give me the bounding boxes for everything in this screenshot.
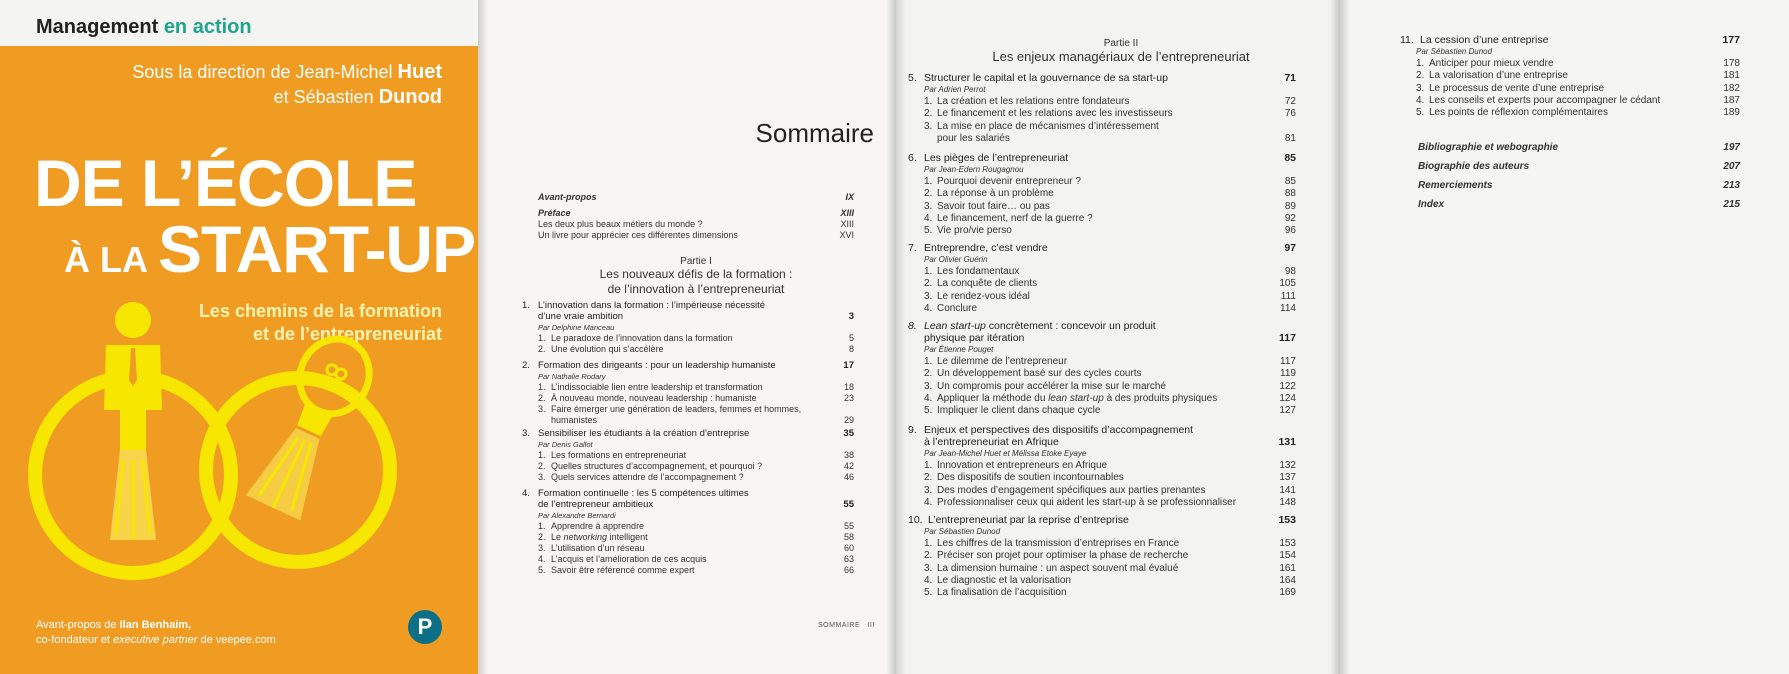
section-title: humanistes xyxy=(551,415,598,425)
chapter-author: Par Adrien Perrot xyxy=(924,85,986,94)
section-title: Le diagnostic et la valorisation xyxy=(937,574,1071,586)
series-name-a: Management xyxy=(36,16,159,38)
section-title: intelligent xyxy=(609,532,648,542)
section-title: à des produits physiques xyxy=(1106,392,1218,404)
section-page: 81 xyxy=(1284,132,1296,144)
section-page: 178 xyxy=(1723,58,1740,69)
section-page: 29 xyxy=(843,415,854,425)
section-page: 18 xyxy=(843,382,854,392)
chapter-title: physique par itération xyxy=(924,332,1025,344)
section-page: 72 xyxy=(1284,96,1296,107)
section-title: La finalisation de l’acquisition xyxy=(937,587,1067,599)
section-page: 187 xyxy=(1723,94,1740,106)
chapter-author: Par Sébastien Dunod xyxy=(1416,47,1493,56)
section-title: La réponse à un problème xyxy=(937,188,1054,200)
chapter-author: Par Denis Gallot xyxy=(538,440,593,449)
section-page: 42 xyxy=(843,461,854,471)
part-label: Partie I xyxy=(680,256,712,267)
toc-avant-propos[interactable] xyxy=(538,192,854,203)
chapter-page: 85 xyxy=(1284,152,1296,164)
section-page: 89 xyxy=(1284,200,1296,212)
section-page: 169 xyxy=(1279,587,1296,599)
chapter-page: 3 xyxy=(848,311,854,322)
section-page: 66 xyxy=(843,565,854,575)
entry-title: Préface xyxy=(538,208,571,218)
section-title: Le paradoxe de l’innovation dans la formation xyxy=(551,333,733,343)
chapter-page: 17 xyxy=(843,360,854,371)
section-title: L’indissociable lien entre leadership et transformation xyxy=(551,382,763,392)
section-title: Le financement, nerf de la guerre ? xyxy=(937,212,1093,224)
chapter-title: Entreprendre, c’est vendre xyxy=(924,242,1048,254)
section-title: Les points de réflexion complémentaires xyxy=(1429,107,1608,119)
toc-page-1 xyxy=(478,0,896,674)
chapter-title: Formation continuelle : les 5 compétences ultimes xyxy=(538,488,749,499)
toc-page-3 xyxy=(1340,0,1789,674)
section-page: 23 xyxy=(843,393,854,403)
toc-heading: Sommaire xyxy=(755,118,874,148)
toc-chapter-6[interactable]: 6. Les pièges de l’entrepreneuriat 85 Par Jean-Edern Rougagnou 1. Pourquoi devenir entrepreneur ? 85 2. La réponse à un problème 88 3. Savoir tout faire… ou pas 89 4. Le financement, nerf de la guerre ? 92 5. Vie pro/vie perso 96 xyxy=(908,152,1296,237)
page-gutter xyxy=(886,0,896,674)
chapter-author: Par Jean-Edern Rougagnou xyxy=(924,165,1024,174)
chapter-author: Par Jean-Michel Huet et Mélissa Etoke Eyaye xyxy=(924,449,1087,458)
section-page: 153 xyxy=(1279,538,1296,549)
chapter-title: La cession d’une entreprise xyxy=(1420,34,1549,46)
section-page: 58 xyxy=(843,532,854,542)
entry-page: XIII xyxy=(840,208,854,218)
toc-chapter-3[interactable]: 3. Sensibiliser les étudiants à la création d’entreprise 35 Par Denis Gallot 1. Les formations en entrepreneuriat 38 2. Quelles structures d’accompagnement, et pourquoi ? 42 3. Quels services attendre de l’accompagnement ? 46 xyxy=(522,428,854,482)
section-title: Un développement basé sur des cycles courts xyxy=(937,368,1142,380)
publisher-logo-icon: P xyxy=(408,610,442,644)
editors-mid: et Sébastien xyxy=(273,87,374,107)
section-page: 182 xyxy=(1723,82,1740,94)
section-page: 141 xyxy=(1279,484,1296,496)
section-title: Le financement et les relations avec les investisseurs xyxy=(937,108,1173,120)
section-title: pour les salariés xyxy=(937,132,1010,144)
section-title: Apprendre à apprendre xyxy=(551,521,645,531)
section-title-italic: lean start-up xyxy=(1048,392,1104,404)
book-title-line2 xyxy=(64,212,476,293)
chapter-title: à l’entrepreneuriat en Afrique xyxy=(924,436,1059,448)
section-page: 181 xyxy=(1723,70,1740,82)
entry-page: IX xyxy=(845,192,854,202)
toc-chapter-1[interactable]: 1. L’innovation dans la formation : l’impérieuse nécessité d’une vraie ambition 3 Par Delphine Manceau 1. Le paradoxe de l’innovation dans la formation 5 2. Une évolution qui s’accélère 8 xyxy=(522,300,854,354)
entry-page: XIII xyxy=(840,219,854,229)
chapter-title-italic: Lean start-up xyxy=(924,320,986,332)
part-2-heading xyxy=(936,38,1306,64)
section-title: Le processus de vente d’une entreprise xyxy=(1429,82,1605,94)
chapter-author: Par Étienne Pouget xyxy=(924,345,994,354)
cover-illustration xyxy=(28,300,458,610)
section-title: Faire émerger une génération de leaders, femmes et hommes, xyxy=(551,404,802,414)
section-title: Impliquer le client dans chaque cycle xyxy=(937,405,1101,417)
page-footer xyxy=(818,622,875,629)
lightbulb-icon xyxy=(242,328,381,523)
footer-page-number: III xyxy=(867,622,875,629)
chapter-page: 131 xyxy=(1278,436,1296,448)
entry-title: Biographie des auteurs xyxy=(1418,161,1530,172)
section-title: La création et les relations entre fondateurs xyxy=(937,96,1130,107)
section-title: La conquête de clients xyxy=(937,278,1038,290)
section-page: 132 xyxy=(1279,460,1296,471)
part-label: Partie II xyxy=(1103,38,1139,49)
section-title: Le dilemme de l’entrepreneur xyxy=(937,356,1068,367)
chapter-title: Formation des dirigeants : pour un leadership humaniste xyxy=(538,360,776,371)
section-page: 96 xyxy=(1284,225,1296,237)
editor1-last: Huet xyxy=(397,61,442,83)
series-bar xyxy=(0,0,478,46)
section-title: Des dispositifs de soutien incontournables xyxy=(937,472,1124,484)
toc-chapter-5[interactable]: 5. Structurer le capital et la gouvernance de sa start-up 71 Par Adrien Perrot 1. La création et les relations entre fondateurs 72 2. Le financement et les relations avec les investisseurs 76 3. La mise en place de mécanismes d’intéressement pour les salariés 81 xyxy=(908,72,1296,144)
section-page: 60 xyxy=(843,543,854,553)
section-page: 127 xyxy=(1279,405,1296,417)
editors xyxy=(22,60,442,110)
foreword-prefix: Avant-propos de xyxy=(36,619,117,631)
section-title: La valorisation d’une entreprise xyxy=(1429,70,1568,82)
toc-page-2 xyxy=(896,0,1340,674)
section-title: Un compromis pour accélérer la mise sur le marché xyxy=(937,380,1166,392)
section-title: Le xyxy=(551,532,562,542)
entry-sub: Les deux plus beaux métiers du monde ? xyxy=(538,219,703,229)
chapter-author: Par Olivier Guérin xyxy=(924,255,988,264)
page-gutter xyxy=(1330,0,1340,674)
book-cover xyxy=(0,0,478,674)
book-title-big: START-UP xyxy=(158,212,476,286)
chapter-page: 97 xyxy=(1284,242,1296,254)
chapter-author: Par Sébastien Dunod xyxy=(924,527,1001,536)
section-title: Le rendez-vous idéal xyxy=(937,290,1030,302)
part-title: de l’innovation à l’entrepreneuriat xyxy=(607,282,785,296)
entry-page: 197 xyxy=(1723,142,1740,153)
chapter-author: Par Nathalie Rodary xyxy=(538,372,606,381)
entry-page: 207 xyxy=(1723,161,1740,172)
section-title: Les conseils et experts pour accompagner le cédant xyxy=(1429,94,1661,106)
chapter-title: Les pièges de l’entrepreneuriat xyxy=(924,152,1069,164)
entry-page: XVI xyxy=(839,230,854,240)
section-title: Des modes d’engagement spécifiques aux parties prenantes xyxy=(937,484,1206,496)
editors-prefix: Sous la direction de Jean-Michel xyxy=(132,62,393,82)
subtitle-line2: et de l’entrepreneuriat xyxy=(252,324,442,344)
foreword-credit xyxy=(36,618,276,648)
section-title: La mise en place de mécanismes d’intéressement xyxy=(937,120,1159,132)
entry-title: Remerciements xyxy=(1418,180,1493,191)
foreword-line2b: executive partner xyxy=(113,634,198,646)
section-title: Conclure xyxy=(937,302,978,314)
chapter-title: Enjeux et perspectives des dispositifs d’accompagnement xyxy=(924,424,1194,436)
foreword-name: Ilan Benhaim, xyxy=(119,619,192,631)
section-title: Innovation et entrepreneurs en Afrique xyxy=(937,460,1108,471)
foreword-line2c: de veepee.com xyxy=(200,634,276,646)
chapter-page: 117 xyxy=(1279,332,1296,344)
chapter-page: 35 xyxy=(843,428,854,439)
toc-back-index[interactable] xyxy=(1418,195,1740,214)
editor2-last: Dunod xyxy=(378,86,442,108)
chapter-title: L’entrepreneuriat par la reprise d’entreprise xyxy=(928,514,1129,526)
entry-sub: Un livre pour apprécier ces différentes dimensions xyxy=(538,230,738,240)
section-title: Une évolution qui s’accélère xyxy=(551,344,664,354)
entry-title: Bibliographie et webographie xyxy=(1418,142,1559,153)
part-title: Les enjeux managériaux de l’entrepreneuriat xyxy=(992,49,1250,64)
section-page: 63 xyxy=(843,554,854,564)
section-title: L’acquis et l’amélioration de ces acquis xyxy=(551,554,707,564)
section-page: 161 xyxy=(1279,562,1296,574)
section-page: 46 xyxy=(843,472,854,482)
section-title: Savoir être référencé comme expert xyxy=(551,565,695,575)
section-page: 98 xyxy=(1284,266,1296,277)
toc-back-biographie[interactable] xyxy=(1418,157,1740,176)
section-title: Pourquoi devenir entrepreneur ? xyxy=(937,176,1081,187)
section-page: 114 xyxy=(1280,302,1296,314)
chapter-title: Structurer le capital et la gouvernance de sa start-up xyxy=(924,72,1168,84)
page-gutter xyxy=(478,0,488,674)
series-name-b: en action xyxy=(163,16,252,38)
section-page: 38 xyxy=(843,450,854,460)
section-page: 189 xyxy=(1723,107,1740,119)
part-title: Les nouveaux défis de la formation : xyxy=(599,267,793,281)
section-page: 124 xyxy=(1279,392,1296,404)
section-page: 88 xyxy=(1284,188,1296,200)
section-title: Les chiffres de la transmission d’entreprises en France xyxy=(937,538,1180,549)
chapter-author: Par Delphine Manceau xyxy=(538,323,615,332)
section-page: 154 xyxy=(1279,550,1296,562)
section-page: 122 xyxy=(1279,380,1296,392)
subtitle-line1: Les chemins de la formation xyxy=(198,301,442,321)
section-page: 111 xyxy=(1280,290,1296,302)
section-title: Professionnaliser ceux qui aident les start-up à se professionnaliser xyxy=(937,496,1237,508)
chapter-page: 71 xyxy=(1284,72,1296,84)
toc-chapter-8[interactable]: 8. Lean start-up concrètement : concevoir un produit physique par itération 117 Par Étienne Pouget 1. Le dilemme de l’entrepreneur 117 2. Un développement basé sur des cycles courts 119 3. Un compromis pour accélérer la mise sur le marché 122 4. Appliquer la méthode du lean start-up à des produits physiques 124 5. Impliquer le client dans chaque cycle 127 xyxy=(908,320,1296,417)
chapter-page: 153 xyxy=(1278,514,1296,526)
section-title: Quels services attendre de l’accompagnement ? xyxy=(551,472,744,482)
section-title: Savoir tout faire… ou pas xyxy=(937,200,1050,212)
section-page: 76 xyxy=(1284,108,1296,120)
footer-label: SOMMAIRE xyxy=(818,622,861,629)
toc-back-remerciements[interactable] xyxy=(1418,176,1740,195)
chapter-title: concrètement : concevoir un produit xyxy=(988,320,1156,332)
section-title: Anticiper pour mieux vendre xyxy=(1429,58,1554,69)
toc-chapter-7[interactable]: 7. Entreprendre, c’est vendre 97 Par Olivier Guérin 1. Les fondamentaux 98 2. La conquête de clients 105 3. Le rendez-vous idéal 111 4. Conclure 114 xyxy=(908,242,1296,314)
toc-chapter-2[interactable]: 2. Formation des dirigeants : pour un leadership humaniste 17 Par Nathalie Rodary 1. L’indissociable lien entre leadership et transformation 18 2. À nouveau monde, nouveau leadership : humaniste 23 3. Faire émerger une génération de leaders, femmes et hommes, humanistes 29 xyxy=(522,360,854,425)
part-1-heading xyxy=(538,256,854,297)
toc-preface[interactable] xyxy=(538,208,854,241)
section-page: 137 xyxy=(1279,472,1296,484)
section-page: 85 xyxy=(1284,176,1296,187)
toc-chapter-4[interactable]: 4. Formation continuelle : les 5 compétences ultimes de l’entrepreneur ambitieux 55 Par Alexandre Bernardi 1. Apprendre à apprendre 55 2. Le networking intelligent 58 3. L’utilisation d’un réseau 60 4. L’acquis et l’amélioration de ces acquis 63 5. Savoir être référencé comme expert 66 xyxy=(522,488,854,575)
chapter-title: de l’entrepreneur ambitieux xyxy=(538,499,654,510)
chapter-page: 55 xyxy=(843,499,854,510)
toc-chapter-9[interactable]: 9. Enjeux et perspectives des dispositifs d’accompagnement à l’entrepreneuriat en Afrique 131 Par Jean-Michel Huet et Mélissa Etoke Eyaye 1. Innovation et entrepreneurs en Afrique 132 2. Des dispositifs de soutien incontournables 137 3. Des modes d’engagement spécifiques aux parties prenantes 141 4. Professionnaliser ceux qui aident les start-up à se professionnaliser 148 xyxy=(908,424,1296,508)
section-page: 164 xyxy=(1279,574,1296,586)
chapter-title: L’innovation dans la formation : l’impérieuse nécessité xyxy=(538,300,766,311)
section-title: Quelles structures d’accompagnement, et pourquoi ? xyxy=(551,461,763,471)
section-page: 148 xyxy=(1279,496,1296,508)
entry-title: Index xyxy=(1418,199,1445,210)
section-page: 5 xyxy=(848,333,854,343)
section-title-italic: networking xyxy=(563,532,608,542)
section-page: 119 xyxy=(1280,368,1296,380)
section-page: 105 xyxy=(1279,278,1296,290)
chapter-title: d’une vraie ambition xyxy=(538,311,624,322)
page-gutter xyxy=(1340,0,1350,674)
section-page: 8 xyxy=(848,344,854,354)
page-gutter xyxy=(896,0,906,674)
person-icon xyxy=(104,302,162,540)
entry-page: 213 xyxy=(1723,180,1740,191)
book-title-line1: DE L’ÉCOLE xyxy=(34,146,417,220)
section-page: 92 xyxy=(1284,212,1296,224)
section-title: Les fondamentaux xyxy=(937,266,1020,277)
section-title: L’utilisation d’un réseau xyxy=(551,543,645,553)
entry-title: Avant-propos xyxy=(538,192,597,202)
section-title: Vie pro/vie perso xyxy=(937,225,1012,237)
section-title: À nouveau monde, nouveau leadership : humaniste xyxy=(551,393,757,403)
chapter-num: 1. xyxy=(522,300,530,311)
entry-page: 215 xyxy=(1723,199,1740,210)
section-page: 55 xyxy=(843,521,854,531)
section-page: 117 xyxy=(1280,356,1296,367)
chapter-page: 177 xyxy=(1722,34,1740,46)
section-title: Les formations en entrepreneuriat xyxy=(551,450,687,460)
section-title: Appliquer la méthode du xyxy=(937,392,1046,404)
foreword-line2a: co-fondateur et xyxy=(36,634,110,646)
series-name xyxy=(36,16,252,39)
toc-chapter-11[interactable]: 11. La cession d’une entreprise 177 Par Sébastien Dunod 1. Anticiper pour mieux vendre 178 2. La valorisation d’une entreprise 181 3. Le processus de vente d’une entreprise 182 4. Les conseils et experts pour accompagner le cédant 187 5. Les points de réflexion complémentaires 189 xyxy=(1400,34,1740,119)
toc-chapter-10[interactable]: 10. L’entrepreneuriat par la reprise d’entreprise 153 Par Sébastien Dunod 1. Les chiffres de la transmission d’entreprises en France 153 2. Préciser son projet pour optimiser la phase de recherche 154 3. La dimension humaine : un aspect souvent mal évalué 161 4. Le diagnostic et la valorisation 164 5. La finalisation de l’acquisition 169 xyxy=(908,514,1296,599)
chapter-author: Par Alexandre Bernardi xyxy=(538,511,616,520)
chapter-title: Sensibiliser les étudiants à la création d’entreprise xyxy=(538,428,750,439)
section-title: Préciser son projet pour optimiser la phase de recherche xyxy=(937,550,1189,562)
toc-back-bibliographie[interactable] xyxy=(1418,138,1740,157)
toc-back-matter xyxy=(1418,138,1740,214)
book-title-small: À LA xyxy=(64,239,148,280)
section-title: La dimension humaine : un aspect souvent mal évalué xyxy=(937,562,1179,574)
